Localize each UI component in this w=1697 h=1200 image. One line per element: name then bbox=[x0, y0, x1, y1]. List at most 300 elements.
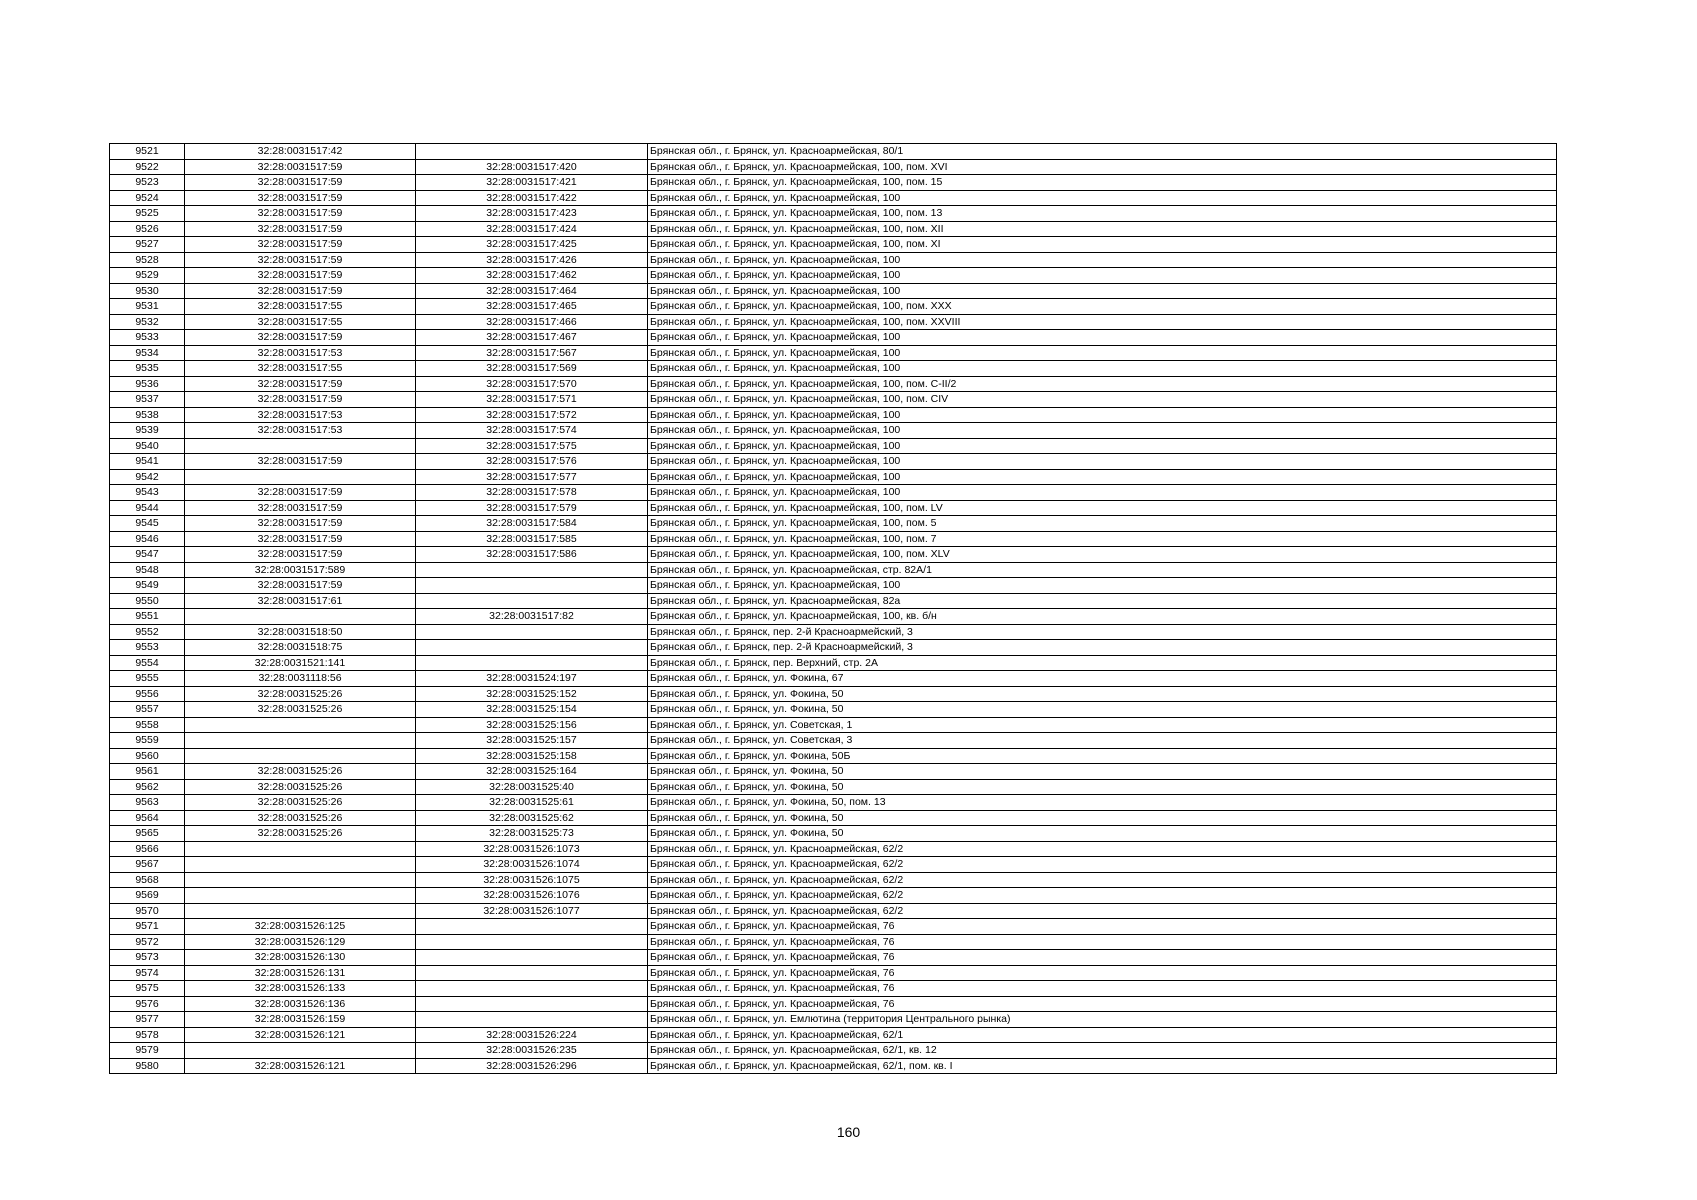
address-cell: Брянская обл., г. Брянск, ул. Красноармейская, 100, кв. б/н bbox=[648, 609, 1557, 625]
land-cadastral-number-cell: 32:28:0031517:59 bbox=[185, 268, 416, 284]
table-row bbox=[110, 345, 1557, 361]
object-cadastral-number-cell: 32:28:0031517:466 bbox=[416, 314, 648, 330]
address-cell: Брянская обл., г. Брянск, ул. Красноармейская, 100 bbox=[648, 330, 1557, 346]
land-cadastral-number-cell: 32:28:0031517:53 bbox=[185, 345, 416, 361]
object-cadastral-number-cell: 32:28:0031517:569 bbox=[416, 361, 648, 377]
row-number-cell: 9574 bbox=[110, 965, 185, 981]
table-row bbox=[110, 252, 1557, 268]
address-cell: Брянская обл., г. Брянск, ул. Фокина, 50 bbox=[648, 686, 1557, 702]
land-cadastral-number-cell: 32:28:0031517:59 bbox=[185, 500, 416, 516]
row-number-cell: 9535 bbox=[110, 361, 185, 377]
address-cell: Брянская обл., г. Брянск, ул. Красноармейская, 100 bbox=[648, 578, 1557, 594]
row-number-cell: 9571 bbox=[110, 919, 185, 935]
address-cell: Брянская обл., г. Брянск, ул. Красноармейская, 100 bbox=[648, 283, 1557, 299]
address-cell: Брянская обл., г. Брянск, ул. Красноармейская, 100 bbox=[648, 485, 1557, 501]
object-cadastral-number-cell: 32:28:0031517:423 bbox=[416, 206, 648, 222]
land-cadastral-number-cell bbox=[185, 438, 416, 454]
address-cell: Брянская обл., г. Брянск, ул. Советская, 3 bbox=[648, 733, 1557, 749]
address-cell: Брянская обл., г. Брянск, пер. 2-й Красноармейский, 3 bbox=[648, 624, 1557, 640]
row-number-cell: 9549 bbox=[110, 578, 185, 594]
table-row bbox=[110, 237, 1557, 253]
table-row bbox=[110, 764, 1557, 780]
object-cadastral-number-cell: 32:28:0031525:164 bbox=[416, 764, 648, 780]
land-cadastral-number-cell: 32:28:0031526:131 bbox=[185, 965, 416, 981]
object-cadastral-number-cell: 32:28:0031517:585 bbox=[416, 531, 648, 547]
row-number-cell: 9554 bbox=[110, 655, 185, 671]
row-number-cell: 9570 bbox=[110, 903, 185, 919]
object-cadastral-number-cell: 32:28:0031517:465 bbox=[416, 299, 648, 315]
object-cadastral-number-cell: 32:28:0031517:425 bbox=[416, 237, 648, 253]
table-row bbox=[110, 438, 1557, 454]
table-row bbox=[110, 159, 1557, 175]
row-number-cell: 9525 bbox=[110, 206, 185, 222]
table-row bbox=[110, 950, 1557, 966]
address-cell: Брянская обл., г. Брянск, ул. Красноармейская, 76 bbox=[648, 934, 1557, 950]
row-number-cell: 9523 bbox=[110, 175, 185, 191]
land-cadastral-number-cell: 32:28:0031517:59 bbox=[185, 547, 416, 563]
land-cadastral-number-cell bbox=[185, 609, 416, 625]
table-row bbox=[110, 578, 1557, 594]
land-cadastral-number-cell: 32:28:0031526:130 bbox=[185, 950, 416, 966]
row-number-cell: 9565 bbox=[110, 826, 185, 842]
object-cadastral-number-cell: 32:28:0031517:577 bbox=[416, 469, 648, 485]
land-cadastral-number-cell: 32:28:0031517:59 bbox=[185, 578, 416, 594]
address-cell: Брянская обл., г. Брянск, ул. Красноармейская, 100, пом. XI bbox=[648, 237, 1557, 253]
address-cell: Брянская обл., г. Брянск, ул. Емлютина (территория Центрального рынка) bbox=[648, 1012, 1557, 1028]
table-row bbox=[110, 795, 1557, 811]
table-row bbox=[110, 376, 1557, 392]
object-cadastral-number-cell bbox=[416, 562, 648, 578]
address-cell: Брянская обл., г. Брянск, ул. Красноармейская, 100, пом. XXVIII bbox=[648, 314, 1557, 330]
table-row bbox=[110, 268, 1557, 284]
address-cell: Брянская обл., г. Брянск, ул. Красноармейская, 62/2 bbox=[648, 888, 1557, 904]
address-cell: Брянская обл., г. Брянск, ул. Фокина, 50 bbox=[648, 764, 1557, 780]
object-cadastral-number-cell: 32:28:0031517:420 bbox=[416, 159, 648, 175]
table-row bbox=[110, 144, 1557, 160]
object-cadastral-number-cell bbox=[416, 1012, 648, 1028]
row-number-cell: 9557 bbox=[110, 702, 185, 718]
address-cell: Брянская обл., г. Брянск, ул. Красноармейская, 100, пом. LV bbox=[648, 500, 1557, 516]
land-cadastral-number-cell: 32:28:0031517:59 bbox=[185, 485, 416, 501]
row-number-cell: 9522 bbox=[110, 159, 185, 175]
table-row bbox=[110, 934, 1557, 950]
row-number-cell: 9546 bbox=[110, 531, 185, 547]
land-cadastral-number-cell: 32:28:0031517:55 bbox=[185, 361, 416, 377]
table-row bbox=[110, 593, 1557, 609]
address-cell: Брянская обл., г. Брянск, ул. Фокина, 67 bbox=[648, 671, 1557, 687]
address-cell: Брянская обл., г. Брянск, ул. Красноармейская, 100 bbox=[648, 361, 1557, 377]
row-number-cell: 9551 bbox=[110, 609, 185, 625]
object-cadastral-number-cell: 32:28:0031525:152 bbox=[416, 686, 648, 702]
object-cadastral-number-cell: 32:28:0031517:586 bbox=[416, 547, 648, 563]
object-cadastral-number-cell: 32:28:0031526:1074 bbox=[416, 857, 648, 873]
address-cell: Брянская обл., г. Брянск, ул. Красноармейская, 100, пом. XVI bbox=[648, 159, 1557, 175]
table-row bbox=[110, 392, 1557, 408]
row-number-cell: 9530 bbox=[110, 283, 185, 299]
object-cadastral-number-cell bbox=[416, 950, 648, 966]
row-number-cell: 9573 bbox=[110, 950, 185, 966]
address-cell: Брянская обл., г. Брянск, ул. Красноармейская, 76 bbox=[648, 981, 1557, 997]
land-cadastral-number-cell: 32:28:0031517:59 bbox=[185, 454, 416, 470]
row-number-cell: 9569 bbox=[110, 888, 185, 904]
object-cadastral-number-cell: 32:28:0031517:424 bbox=[416, 221, 648, 237]
object-cadastral-number-cell: 32:28:0031517:464 bbox=[416, 283, 648, 299]
address-cell: Брянская обл., г. Брянск, ул. Красноармейская, 100 bbox=[648, 454, 1557, 470]
land-cadastral-number-cell: 32:28:0031526:133 bbox=[185, 981, 416, 997]
land-cadastral-number-cell bbox=[185, 888, 416, 904]
table-row bbox=[110, 826, 1557, 842]
land-cadastral-number-cell: 32:28:0031517:59 bbox=[185, 237, 416, 253]
object-cadastral-number-cell: 32:28:0031526:235 bbox=[416, 1043, 648, 1059]
row-number-cell: 9556 bbox=[110, 686, 185, 702]
row-number-cell: 9561 bbox=[110, 764, 185, 780]
land-cadastral-number-cell: 32:28:0031526:129 bbox=[185, 934, 416, 950]
land-cadastral-number-cell bbox=[185, 469, 416, 485]
table-row bbox=[110, 624, 1557, 640]
object-cadastral-number-cell bbox=[416, 981, 648, 997]
object-cadastral-number-cell: 32:28:0031517:571 bbox=[416, 392, 648, 408]
row-number-cell: 9534 bbox=[110, 345, 185, 361]
row-number-cell: 9536 bbox=[110, 376, 185, 392]
table-row bbox=[110, 547, 1557, 563]
address-cell: Брянская обл., г. Брянск, ул. Красноармейская, 100 bbox=[648, 190, 1557, 206]
table-row bbox=[110, 485, 1557, 501]
land-cadastral-number-cell: 32:28:0031518:50 bbox=[185, 624, 416, 640]
address-cell: Брянская обл., г. Брянск, ул. Красноармейская, 100, пом. 7 bbox=[648, 531, 1557, 547]
row-number-cell: 9547 bbox=[110, 547, 185, 563]
object-cadastral-number-cell: 32:28:0031526:1077 bbox=[416, 903, 648, 919]
object-cadastral-number-cell: 32:28:0031526:1073 bbox=[416, 841, 648, 857]
address-cell: Брянская обл., г. Брянск, ул. Красноармейская, 82а bbox=[648, 593, 1557, 609]
row-number-cell: 9544 bbox=[110, 500, 185, 516]
row-number-cell: 9572 bbox=[110, 934, 185, 950]
address-cell: Брянская обл., г. Брянск, ул. Фокина, 50, пом. 13 bbox=[648, 795, 1557, 811]
row-number-cell: 9526 bbox=[110, 221, 185, 237]
table-row bbox=[110, 175, 1557, 191]
table-row bbox=[110, 469, 1557, 485]
table-row bbox=[110, 1058, 1557, 1074]
object-cadastral-number-cell bbox=[416, 593, 648, 609]
object-cadastral-number-cell bbox=[416, 655, 648, 671]
table-row bbox=[110, 996, 1557, 1012]
address-cell: Брянская обл., г. Брянск, ул. Красноармейская, 100, пом. XII bbox=[648, 221, 1557, 237]
land-cadastral-number-cell: 32:28:0031525:26 bbox=[185, 779, 416, 795]
land-cadastral-number-cell: 32:28:0031517:59 bbox=[185, 206, 416, 222]
object-cadastral-number-cell bbox=[416, 624, 648, 640]
table-row bbox=[110, 702, 1557, 718]
object-cadastral-number-cell: 32:28:0031517:462 bbox=[416, 268, 648, 284]
land-cadastral-number-cell: 32:28:0031525:26 bbox=[185, 686, 416, 702]
address-cell: Брянская обл., г. Брянск, ул. Красноармейская, 76 bbox=[648, 950, 1557, 966]
land-cadastral-number-cell: 32:28:0031525:26 bbox=[185, 826, 416, 842]
land-cadastral-number-cell: 32:28:0031526:159 bbox=[185, 1012, 416, 1028]
object-cadastral-number-cell: 32:28:0031526:296 bbox=[416, 1058, 648, 1074]
row-number-cell: 9541 bbox=[110, 454, 185, 470]
address-cell: Брянская обл., г. Брянск, ул. Красноармейская, 76 bbox=[648, 919, 1557, 935]
address-cell: Брянская обл., г. Брянск, ул. Красноармейская, 100 bbox=[648, 423, 1557, 439]
object-cadastral-number-cell: 32:28:0031517:422 bbox=[416, 190, 648, 206]
row-number-cell: 9531 bbox=[110, 299, 185, 315]
land-cadastral-number-cell: 32:28:0031526:121 bbox=[185, 1058, 416, 1074]
object-cadastral-number-cell: 32:28:0031517:572 bbox=[416, 407, 648, 423]
row-number-cell: 9553 bbox=[110, 640, 185, 656]
row-number-cell: 9545 bbox=[110, 516, 185, 532]
row-number-cell: 9543 bbox=[110, 485, 185, 501]
table-row bbox=[110, 903, 1557, 919]
row-number-cell: 9537 bbox=[110, 392, 185, 408]
object-cadastral-number-cell bbox=[416, 640, 648, 656]
land-cadastral-number-cell: 32:28:0031521:141 bbox=[185, 655, 416, 671]
row-number-cell: 9578 bbox=[110, 1027, 185, 1043]
address-cell: Брянская обл., г. Брянск, ул. Красноармейская, 100 bbox=[648, 345, 1557, 361]
table-row bbox=[110, 407, 1557, 423]
table-row bbox=[110, 423, 1557, 439]
table-row bbox=[110, 609, 1557, 625]
table-row bbox=[110, 671, 1557, 687]
object-cadastral-number-cell: 32:28:0031525:61 bbox=[416, 795, 648, 811]
address-cell: Брянская обл., г. Брянск, ул. Красноармейская, 62/2 bbox=[648, 857, 1557, 873]
row-number-cell: 9538 bbox=[110, 407, 185, 423]
table-row bbox=[110, 283, 1557, 299]
land-cadastral-number-cell: 32:28:0031526:136 bbox=[185, 996, 416, 1012]
object-cadastral-number-cell: 32:28:0031517:576 bbox=[416, 454, 648, 470]
object-cadastral-number-cell: 32:28:0031525:73 bbox=[416, 826, 648, 842]
address-cell: Брянская обл., г. Брянск, ул. Красноармейская, 100 bbox=[648, 252, 1557, 268]
table-row bbox=[110, 361, 1557, 377]
row-number-cell: 9527 bbox=[110, 237, 185, 253]
land-cadastral-number-cell: 32:28:0031518:75 bbox=[185, 640, 416, 656]
land-cadastral-number-cell: 32:28:0031517:59 bbox=[185, 175, 416, 191]
land-cadastral-number-cell: 32:28:0031517:59 bbox=[185, 283, 416, 299]
table-row bbox=[110, 686, 1557, 702]
object-cadastral-number-cell: 32:28:0031526:224 bbox=[416, 1027, 648, 1043]
object-cadastral-number-cell bbox=[416, 578, 648, 594]
address-cell: Брянская обл., г. Брянск, ул. Красноармейская, 76 bbox=[648, 996, 1557, 1012]
row-number-cell: 9529 bbox=[110, 268, 185, 284]
address-cell: Брянская обл., г. Брянск, ул. Советская, 1 bbox=[648, 717, 1557, 733]
row-number-cell: 9555 bbox=[110, 671, 185, 687]
table-row bbox=[110, 779, 1557, 795]
row-number-cell: 9580 bbox=[110, 1058, 185, 1074]
land-cadastral-number-cell: 32:28:0031517:61 bbox=[185, 593, 416, 609]
table-row bbox=[110, 206, 1557, 222]
address-cell: Брянская обл., г. Брянск, пер. Верхний, стр. 2А bbox=[648, 655, 1557, 671]
row-number-cell: 9568 bbox=[110, 872, 185, 888]
row-number-cell: 9528 bbox=[110, 252, 185, 268]
object-cadastral-number-cell: 32:28:0031525:158 bbox=[416, 748, 648, 764]
page-number: 160 bbox=[836, 1124, 861, 1140]
table-row bbox=[110, 190, 1557, 206]
table-row bbox=[110, 965, 1557, 981]
table-row bbox=[110, 717, 1557, 733]
land-cadastral-number-cell bbox=[185, 841, 416, 857]
object-cadastral-number-cell bbox=[416, 144, 648, 160]
table-row bbox=[110, 857, 1557, 873]
land-cadastral-number-cell: 32:28:0031517:42 bbox=[185, 144, 416, 160]
address-cell: Брянская обл., г. Брянск, ул. Красноармейская, 100 bbox=[648, 268, 1557, 284]
table-row bbox=[110, 1043, 1557, 1059]
table-row bbox=[110, 1012, 1557, 1028]
land-cadastral-number-cell: 32:28:0031517:59 bbox=[185, 252, 416, 268]
land-cadastral-number-cell: 32:28:0031517:53 bbox=[185, 423, 416, 439]
row-number-cell: 9566 bbox=[110, 841, 185, 857]
object-cadastral-number-cell bbox=[416, 996, 648, 1012]
row-number-cell: 9567 bbox=[110, 857, 185, 873]
object-cadastral-number-cell: 32:28:0031517:567 bbox=[416, 345, 648, 361]
address-cell: Брянская обл., г. Брянск, ул. Красноармейская, 62/2 bbox=[648, 903, 1557, 919]
address-cell: Брянская обл., г. Брянск, ул. Красноармейская, 100, пом. 15 bbox=[648, 175, 1557, 191]
address-cell: Брянская обл., г. Брянск, ул. Красноармейская, 100 bbox=[648, 438, 1557, 454]
object-cadastral-number-cell: 32:28:0031526:1076 bbox=[416, 888, 648, 904]
object-cadastral-number-cell: 32:28:0031526:1075 bbox=[416, 872, 648, 888]
land-cadastral-number-cell: 32:28:0031517:55 bbox=[185, 299, 416, 315]
address-cell: Брянская обл., г. Брянск, ул. Красноармейская, 76 bbox=[648, 965, 1557, 981]
table-row bbox=[110, 981, 1557, 997]
address-cell: Брянская обл., г. Брянск, ул. Красноармейская, 100, пом. 5 bbox=[648, 516, 1557, 532]
row-number-cell: 9559 bbox=[110, 733, 185, 749]
row-number-cell: 9524 bbox=[110, 190, 185, 206]
address-cell: Брянская обл., г. Брянск, ул. Красноармейская, 80/1 bbox=[648, 144, 1557, 160]
table-row bbox=[110, 733, 1557, 749]
land-cadastral-number-cell: 32:28:0031517:59 bbox=[185, 531, 416, 547]
address-cell: Брянская обл., г. Брянск, ул. Фокина, 50 bbox=[648, 702, 1557, 718]
table-row bbox=[110, 841, 1557, 857]
land-cadastral-number-cell: 32:28:0031517:59 bbox=[185, 376, 416, 392]
table-row bbox=[110, 919, 1557, 935]
table-row bbox=[110, 655, 1557, 671]
registry-table bbox=[109, 143, 1557, 1074]
table-row bbox=[110, 640, 1557, 656]
table-row bbox=[110, 516, 1557, 532]
address-cell: Брянская обл., г. Брянск, пер. 2-й Красноармейский, 3 bbox=[648, 640, 1557, 656]
object-cadastral-number-cell: 32:28:0031525:40 bbox=[416, 779, 648, 795]
address-cell: Брянская обл., г. Брянск, ул. Красноармейская, 62/2 bbox=[648, 872, 1557, 888]
land-cadastral-number-cell: 32:28:0031517:59 bbox=[185, 159, 416, 175]
row-number-cell: 9550 bbox=[110, 593, 185, 609]
address-cell: Брянская обл., г. Брянск, ул. Красноармейская, 100, пом. 13 bbox=[648, 206, 1557, 222]
table-row bbox=[110, 810, 1557, 826]
table-row bbox=[110, 221, 1557, 237]
object-cadastral-number-cell: 32:28:0031524:197 bbox=[416, 671, 648, 687]
row-number-cell: 9540 bbox=[110, 438, 185, 454]
land-cadastral-number-cell: 32:28:0031118:56 bbox=[185, 671, 416, 687]
object-cadastral-number-cell: 32:28:0031517:578 bbox=[416, 485, 648, 501]
address-cell: Брянская обл., г. Брянск, ул. Красноармейская, 100, пом. XXX bbox=[648, 299, 1557, 315]
row-number-cell: 9542 bbox=[110, 469, 185, 485]
address-cell: Брянская обл., г. Брянск, ул. Красноармейская, стр. 82А/1 bbox=[648, 562, 1557, 578]
object-cadastral-number-cell: 32:28:0031525:154 bbox=[416, 702, 648, 718]
row-number-cell: 9548 bbox=[110, 562, 185, 578]
row-number-cell: 9560 bbox=[110, 748, 185, 764]
address-cell: Брянская обл., г. Брянск, ул. Красноармейская, 100, пом. CIV bbox=[648, 392, 1557, 408]
land-cadastral-number-cell bbox=[185, 733, 416, 749]
land-cadastral-number-cell: 32:28:0031517:59 bbox=[185, 221, 416, 237]
address-cell: Брянская обл., г. Брянск, ул. Красноармейская, 100 bbox=[648, 469, 1557, 485]
row-number-cell: 9577 bbox=[110, 1012, 185, 1028]
land-cadastral-number-cell bbox=[185, 717, 416, 733]
land-cadastral-number-cell: 32:28:0031517:59 bbox=[185, 190, 416, 206]
row-number-cell: 9539 bbox=[110, 423, 185, 439]
land-cadastral-number-cell bbox=[185, 872, 416, 888]
land-cadastral-number-cell: 32:28:0031526:125 bbox=[185, 919, 416, 935]
address-cell: Брянская обл., г. Брянск, ул. Фокина, 50Б bbox=[648, 748, 1557, 764]
table-row bbox=[110, 748, 1557, 764]
object-cadastral-number-cell bbox=[416, 919, 648, 935]
object-cadastral-number-cell: 32:28:0031517:575 bbox=[416, 438, 648, 454]
registry-table-body bbox=[110, 144, 1557, 1074]
row-number-cell: 9558 bbox=[110, 717, 185, 733]
object-cadastral-number-cell: 32:28:0031517:421 bbox=[416, 175, 648, 191]
object-cadastral-number-cell bbox=[416, 934, 648, 950]
object-cadastral-number-cell: 32:28:0031517:570 bbox=[416, 376, 648, 392]
land-cadastral-number-cell: 32:28:0031525:26 bbox=[185, 764, 416, 780]
row-number-cell: 9563 bbox=[110, 795, 185, 811]
object-cadastral-number-cell: 32:28:0031525:157 bbox=[416, 733, 648, 749]
object-cadastral-number-cell: 32:28:0031517:584 bbox=[416, 516, 648, 532]
row-number-cell: 9562 bbox=[110, 779, 185, 795]
address-cell: Брянская обл., г. Брянск, ул. Фокина, 50 bbox=[648, 810, 1557, 826]
address-cell: Брянская обл., г. Брянск, ул. Красноармейская, 62/1, пом. кв. I bbox=[648, 1058, 1557, 1074]
table-row bbox=[110, 299, 1557, 315]
object-cadastral-number-cell: 32:28:0031517:426 bbox=[416, 252, 648, 268]
land-cadastral-number-cell bbox=[185, 903, 416, 919]
address-cell: Брянская обл., г. Брянск, ул. Красноармейская, 62/2 bbox=[648, 841, 1557, 857]
row-number-cell: 9533 bbox=[110, 330, 185, 346]
table-row bbox=[110, 1027, 1557, 1043]
object-cadastral-number-cell bbox=[416, 965, 648, 981]
object-cadastral-number-cell: 32:28:0031517:574 bbox=[416, 423, 648, 439]
address-cell: Брянская обл., г. Брянск, ул. Фокина, 50 bbox=[648, 779, 1557, 795]
address-cell: Брянская обл., г. Брянск, ул. Красноармейская, 100, пом. XLV bbox=[648, 547, 1557, 563]
object-cadastral-number-cell: 32:28:0031517:579 bbox=[416, 500, 648, 516]
table-row bbox=[110, 330, 1557, 346]
land-cadastral-number-cell: 32:28:0031517:589 bbox=[185, 562, 416, 578]
object-cadastral-number-cell: 32:28:0031517:82 bbox=[416, 609, 648, 625]
object-cadastral-number-cell: 32:28:0031525:62 bbox=[416, 810, 648, 826]
land-cadastral-number-cell: 32:28:0031517:55 bbox=[185, 314, 416, 330]
land-cadastral-number-cell: 32:28:0031525:26 bbox=[185, 702, 416, 718]
land-cadastral-number-cell: 32:28:0031517:59 bbox=[185, 392, 416, 408]
land-cadastral-number-cell: 32:28:0031517:59 bbox=[185, 330, 416, 346]
land-cadastral-number-cell: 32:28:0031525:26 bbox=[185, 810, 416, 826]
table-row bbox=[110, 562, 1557, 578]
object-cadastral-number-cell: 32:28:0031525:156 bbox=[416, 717, 648, 733]
land-cadastral-number-cell bbox=[185, 748, 416, 764]
table-row bbox=[110, 454, 1557, 470]
object-cadastral-number-cell: 32:28:0031517:467 bbox=[416, 330, 648, 346]
table-row bbox=[110, 872, 1557, 888]
table-row bbox=[110, 888, 1557, 904]
row-number-cell: 9575 bbox=[110, 981, 185, 997]
land-cadastral-number-cell: 32:28:0031526:121 bbox=[185, 1027, 416, 1043]
land-cadastral-number-cell: 32:28:0031525:26 bbox=[185, 795, 416, 811]
row-number-cell: 9552 bbox=[110, 624, 185, 640]
table-row bbox=[110, 500, 1557, 516]
land-cadastral-number-cell: 32:28:0031517:53 bbox=[185, 407, 416, 423]
row-number-cell: 9532 bbox=[110, 314, 185, 330]
address-cell: Брянская обл., г. Брянск, ул. Красноармейская, 62/1 bbox=[648, 1027, 1557, 1043]
row-number-cell: 9564 bbox=[110, 810, 185, 826]
address-cell: Брянская обл., г. Брянск, ул. Красноармейская, 100 bbox=[648, 407, 1557, 423]
table-row bbox=[110, 314, 1557, 330]
table-row bbox=[110, 531, 1557, 547]
address-cell: Брянская обл., г. Брянск, ул. Красноармейская, 100, пом. C-II/2 bbox=[648, 376, 1557, 392]
land-cadastral-number-cell bbox=[185, 1043, 416, 1059]
land-cadastral-number-cell: 32:28:0031517:59 bbox=[185, 516, 416, 532]
row-number-cell: 9521 bbox=[110, 144, 185, 160]
address-cell: Брянская обл., г. Брянск, ул. Красноармейская, 62/1, кв. 12 bbox=[648, 1043, 1557, 1059]
row-number-cell: 9576 bbox=[110, 996, 185, 1012]
